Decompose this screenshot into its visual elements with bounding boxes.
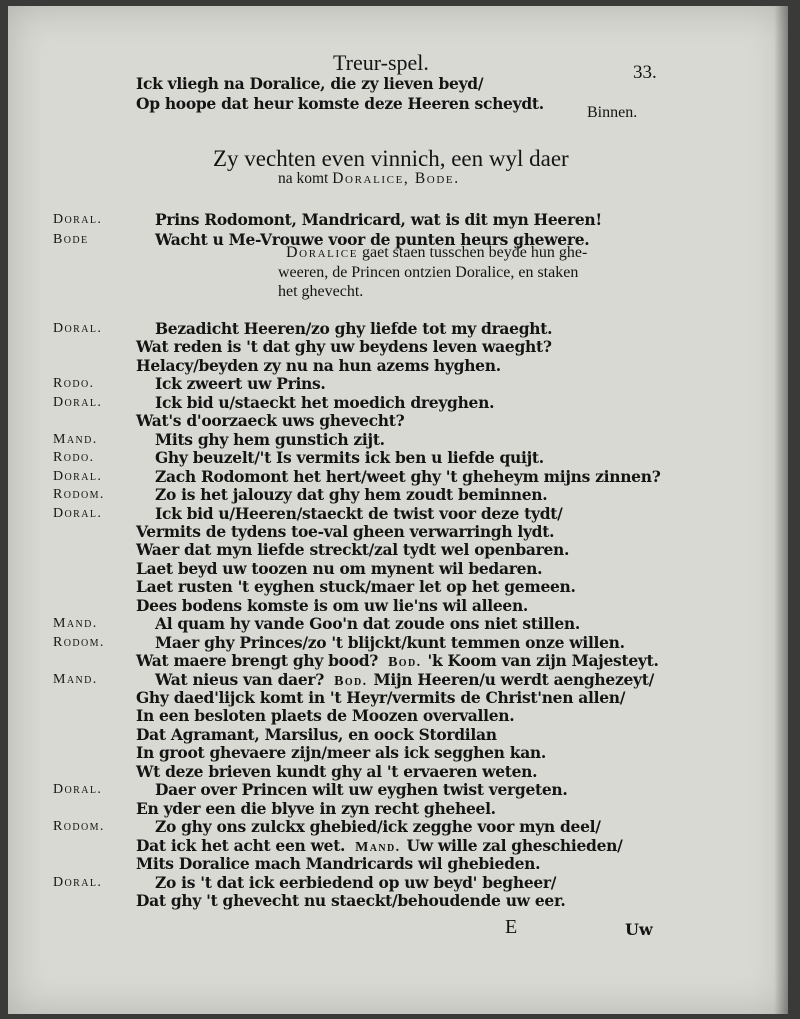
verse-line	[155, 467, 661, 486]
verse-text: Bezadicht Heeren/zo ghy liefde tot my draeght.	[155, 319, 553, 338]
speaker-label: Doral.	[53, 212, 103, 227]
stage-direction-name: Doralice	[286, 244, 359, 261]
verse-text-continued: Uw wille zal gheschieden/	[406, 835, 623, 855]
verse-line	[136, 577, 576, 596]
verse-text: Zach Rodomont het hert/weet ghy 't gheheym mijns zinnen?	[155, 466, 661, 486]
verse-line	[155, 319, 552, 338]
book-page	[8, 6, 788, 1014]
verse-text: Ick zweert uw Prins.	[155, 374, 326, 394]
verse-line	[155, 485, 547, 504]
verse-text: Prins Rodomont, Mandricard, wat is dit myn Heeren!	[155, 210, 602, 229]
speaker-label: Mand.	[53, 671, 98, 687]
verse-line	[155, 430, 385, 449]
verse-line	[136, 356, 501, 375]
intro-line-2: Op hoope dat heur komste deze Heeren scheydt.	[136, 94, 544, 113]
verse-text: Wacht u Me-Vrouwe voor de punten heurs ghewere.	[155, 230, 590, 249]
verse-line	[155, 614, 580, 633]
scene-heading-line-2	[278, 170, 460, 188]
verse-text: Zo ghy ons zulckx ghebied/ick zegghe voor myn deel/	[155, 817, 601, 837]
verse-text: Dat ghy 't ghevecht nu staeckt/behoudende uw eer.	[136, 890, 566, 910]
verse-line	[136, 706, 514, 725]
verse-text: Ghy daed'lijck komt in 't Heyr/vermits de Christ'nen allen/	[136, 688, 626, 707]
verse-line	[136, 688, 625, 707]
speaker-label: Bode	[53, 232, 89, 247]
signature-mark: E	[505, 916, 518, 938]
verse-line	[155, 817, 601, 836]
verse-text: Ick bid u/Heeren/staeckt de twist voor deze tydt/	[155, 503, 563, 523]
verse-text: Wat maere brengt ghy bood?	[136, 651, 379, 671]
stage-direction-line-1	[286, 244, 587, 262]
speaker-label: Doral.	[53, 505, 103, 521]
verse-text: In een besloten plaets de Moozen overvallen.	[136, 706, 515, 726]
speaker-label: Rodom.	[53, 819, 105, 835]
verse-text-continued: 'k Koom van zijn Majesteyt.	[427, 651, 659, 671]
verse-text: Dees bodens komste is om uw lie'ns wil alleen.	[136, 595, 529, 615]
speaker-label: Mand.	[53, 616, 98, 632]
catchword: Uw	[625, 920, 653, 939]
verse-text: Dat Agramant, Marsilus, en oock Stordilan	[136, 724, 497, 744]
speaker-label: Doral.	[53, 394, 103, 410]
speaker-label: Rodom.	[53, 634, 105, 650]
verse-text: Mits Doralice mach Mandricards wil ghebieden.	[136, 854, 541, 874]
verse-line	[136, 799, 496, 818]
verse-text: Ick bid u/staeckt het moedich dreyghen.	[155, 392, 495, 412]
verse-text: Zo is het jalouzy dat ghy hem zoudt beminnen.	[155, 485, 548, 505]
speaker-label: Rodo.	[53, 450, 95, 466]
verse-line	[136, 891, 566, 910]
stage-direction-text-1: gaet staen tusschen beyde hun ghe-	[358, 244, 588, 261]
verse-text: Zo is 't dat ick eerbiedend op uw beyd' begheer/	[155, 872, 557, 892]
stage-direction-line-3: het ghevecht.	[278, 283, 364, 300]
verse-line	[136, 540, 569, 559]
verse-text: Dat ick het acht een wet.	[136, 835, 346, 855]
verse-text-continued: Mijn Heeren/u werdt aenghezeyt/	[373, 669, 654, 689]
verse-text: Al quam hy vande Goo'n dat zoude ons niet stillen.	[155, 614, 580, 634]
inline-speaker-label: Bod.	[388, 655, 422, 671]
verse-text: Wat nieus van daer?	[155, 669, 325, 689]
page-fold-shadow	[774, 6, 788, 1014]
verse-line	[155, 210, 602, 229]
verse-text: Wt deze brieven kundt ghy al 't ervaeren weten.	[136, 761, 538, 781]
verse-text: Ghy beuzelt/'t Is vermits ick ben u liefde quijt.	[155, 448, 544, 468]
verse-text: Maer ghy Princes/zo 't blijckt/kunt temmen onze willen.	[155, 632, 625, 652]
verse-text: Wat's d'oorzaeck uws ghevecht?	[136, 411, 405, 431]
verse-text: Wat reden is 't dat ghy uw beydens leven waeght?	[136, 337, 552, 357]
speaker-label: Mand.	[53, 431, 98, 447]
verse-line	[136, 854, 540, 873]
verse-line	[155, 780, 568, 799]
verse-text: Vermits de tydens toe-val gheen verwarringh lydt.	[136, 521, 555, 541]
speaker-label: Doral.	[53, 468, 103, 484]
scene-heading-names: Doralice, Bode.	[332, 170, 460, 187]
verse-line	[136, 743, 546, 762]
intro-line-1: Ick vliegh na Doralice, die zy lieven beyd/	[136, 74, 484, 93]
verse-line	[136, 762, 537, 781]
speaker-label: Doral.	[53, 782, 103, 798]
verse-text: In groot ghevaere zijn/meer als ick segghen kan.	[136, 743, 546, 763]
running-title: Treur-spel.	[333, 50, 429, 75]
verse-text: Helacy/beyden zy nu na hun azems hyghen.	[136, 355, 501, 375]
verse-line	[155, 448, 544, 467]
stage-direction-line-2: weeren, de Princen ontzien Doralice, en staken	[278, 264, 579, 281]
verse-line	[136, 596, 528, 615]
speaker-label: Rodo.	[53, 376, 95, 392]
verse-line	[136, 522, 554, 541]
verse-text: Laet rusten 't eyghen stuck/maer let op het gemeen.	[136, 577, 576, 597]
inline-speaker-label: Bod.	[334, 673, 368, 689]
verse-line	[155, 633, 625, 652]
verse-line	[136, 337, 552, 356]
verse-line	[155, 393, 494, 412]
verse-line	[155, 504, 562, 523]
scene-heading-prefix: na komt	[278, 170, 333, 187]
exit-direction: Binnen.	[587, 104, 638, 121]
speaker-label: Doral.	[53, 321, 103, 336]
verse-text: En yder een die blyve in zyn recht gheheel.	[136, 798, 496, 818]
verse-line	[155, 374, 326, 393]
verse-text: Daer over Princen wilt uw eyghen twist vergeten.	[155, 780, 568, 800]
speaker-label: Doral.	[53, 874, 103, 890]
verse-text: Laet beyd uw toozen nu om mynent wil bedaren.	[136, 558, 543, 578]
scene-heading-line-1: Zy vechten even vinnich, een wyl daer	[213, 146, 569, 171]
verse-line	[136, 559, 542, 578]
verse-line	[155, 873, 556, 892]
verse-line	[136, 725, 497, 744]
verse-line	[136, 411, 404, 430]
verse-text: Mits ghy hem gunstich zijt.	[155, 429, 385, 449]
inline-speaker-label: Mand.	[355, 839, 401, 855]
page-number: 33.	[633, 62, 657, 83]
speaker-label: Rodom.	[53, 487, 105, 503]
verse-text: Waer dat myn liefde streckt/zal tydt wel openbaren.	[136, 540, 570, 560]
